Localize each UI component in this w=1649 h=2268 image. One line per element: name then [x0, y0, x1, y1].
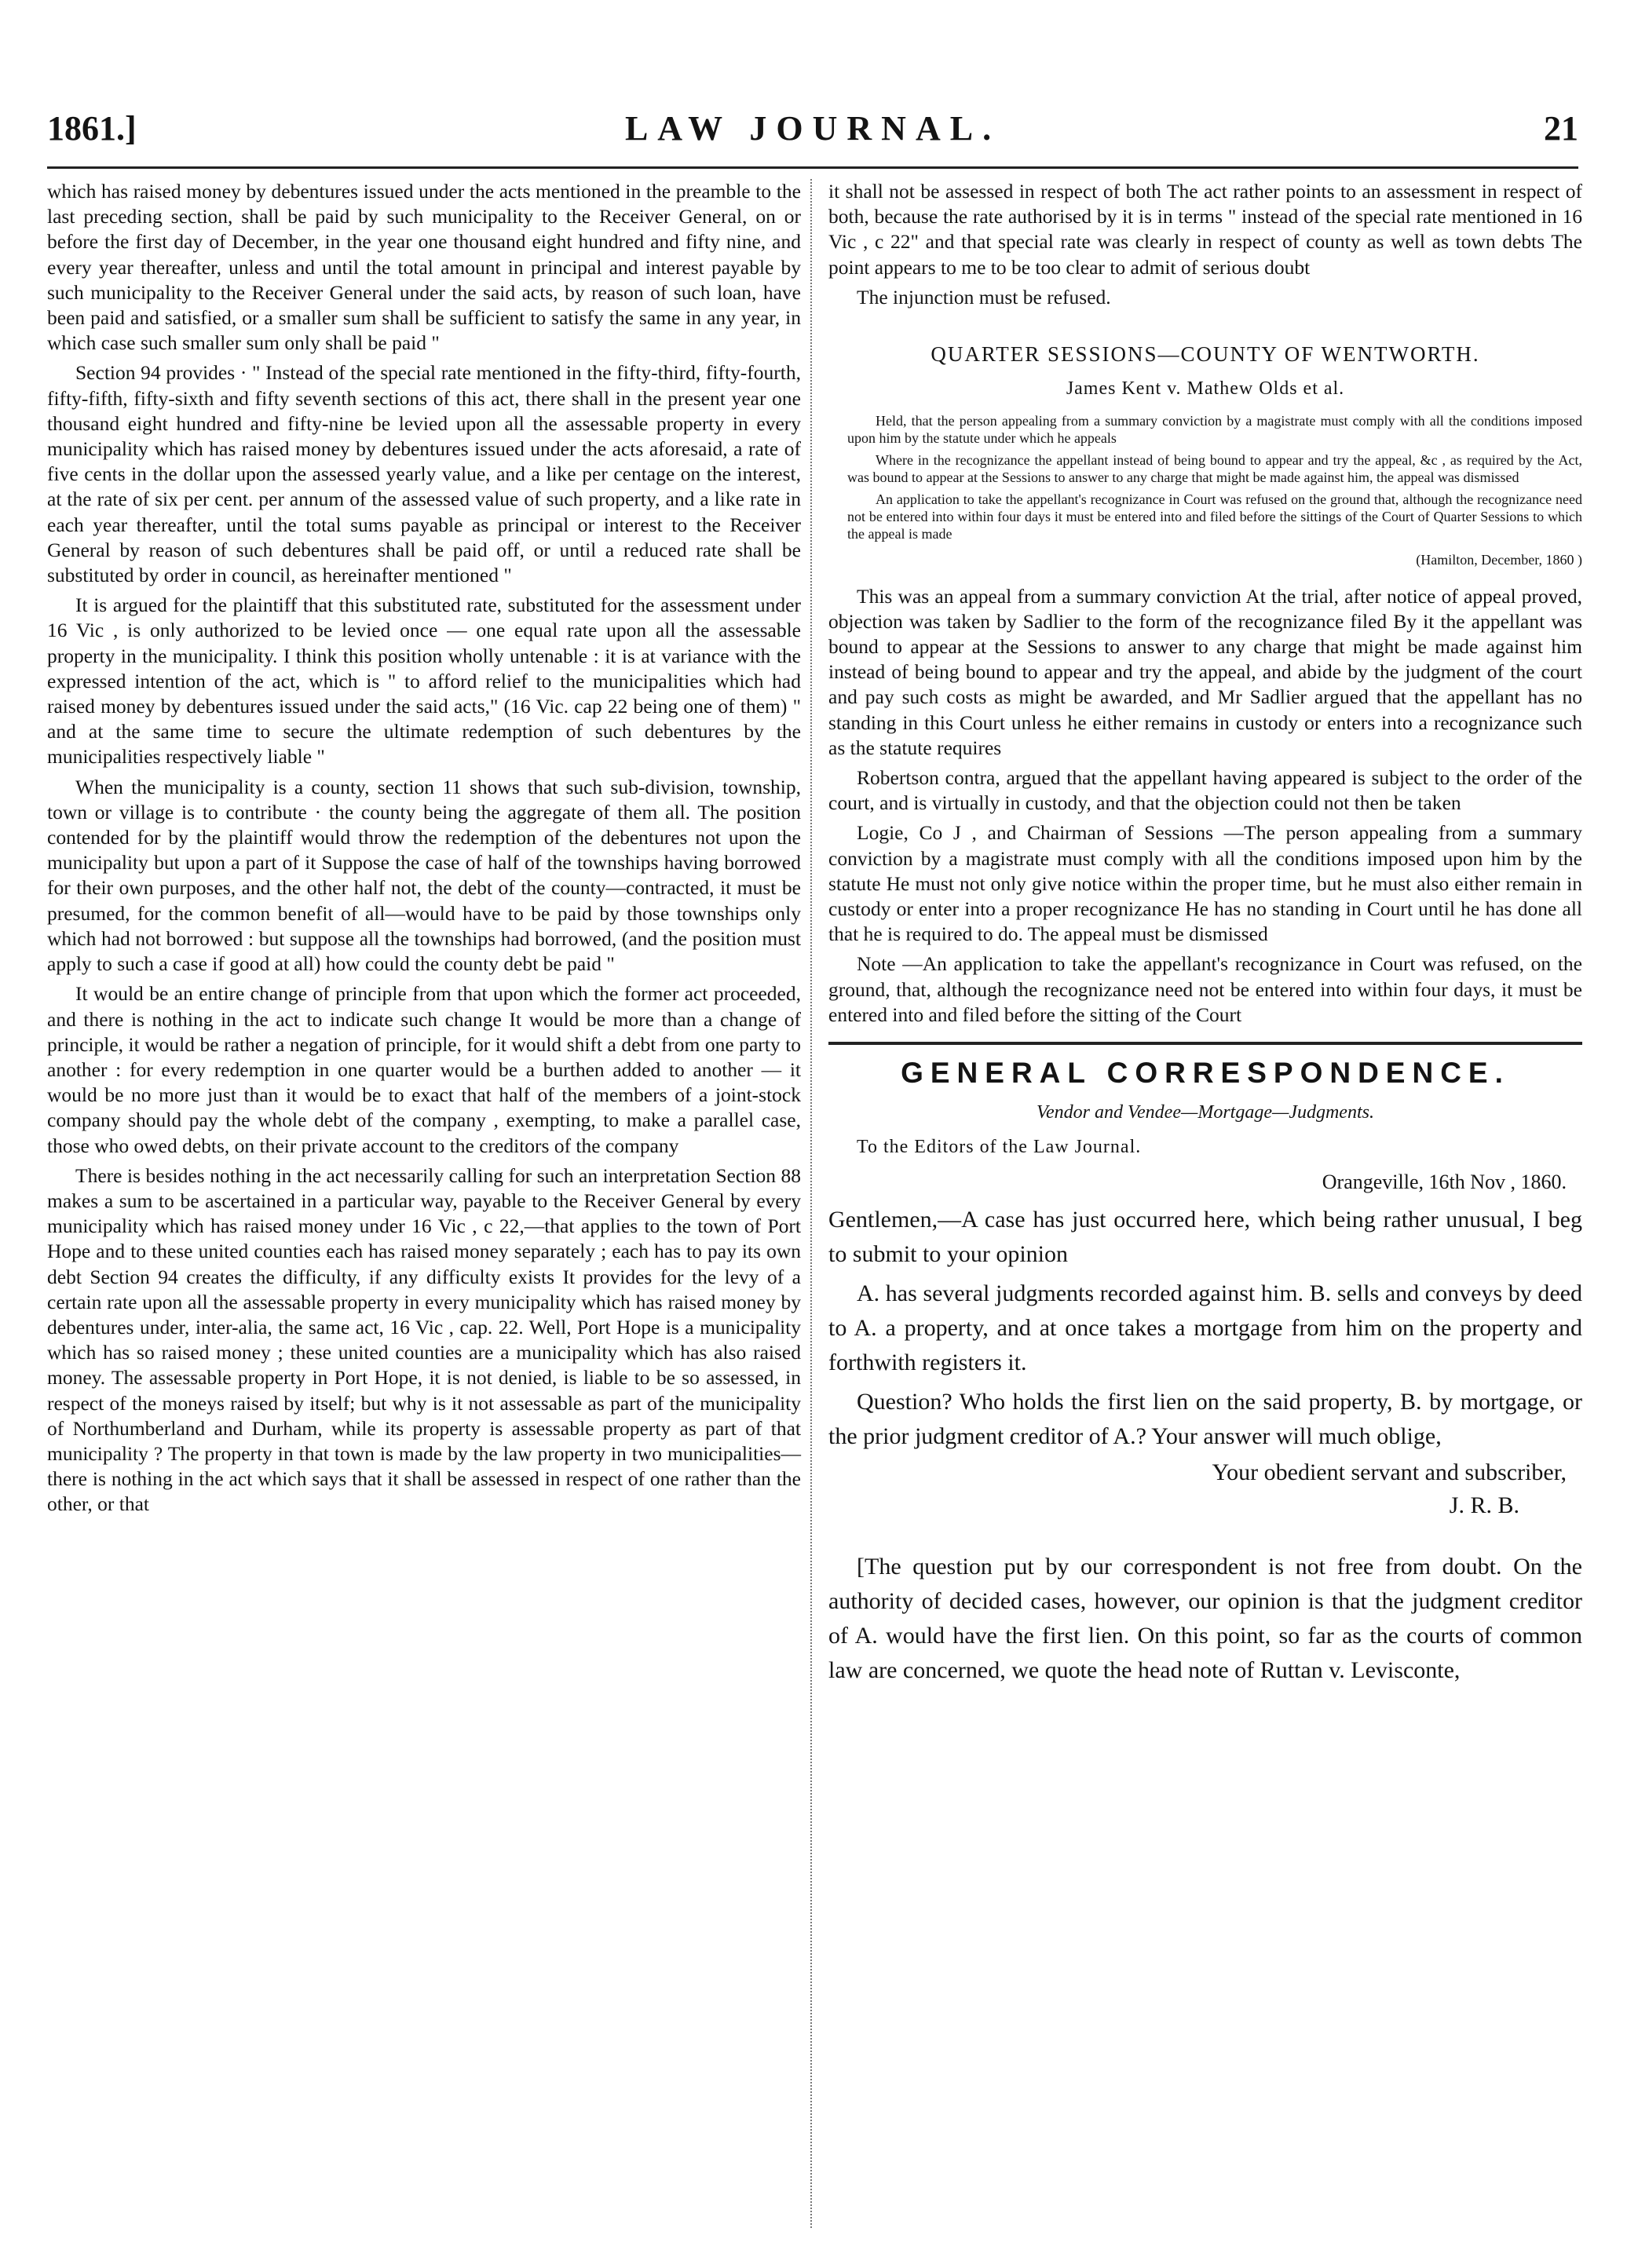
right-paragraph-5: Logie, Co J , and Chairman of Sessions —The person appealing from a summary conviction by a magistrate must comply with all the conditions imposed upon him by the statute He must not only give notice within the proper time, but he must also either remain in custody or enter into a proper recognizance He has no standing in Court until he has done all that he is required to do. The appeal must be dismissed — [828, 821, 1582, 946]
journal-title: LAW JOURNAL. — [624, 109, 1001, 148]
header-rule — [47, 166, 1578, 169]
editor-reply — [828, 1550, 1582, 1688]
left-paragraph-5: It would be an entire change of principle from that upon which the former act proceeded, and there is nothing in the act to indicate such change It would be more than a change of principle, it would be rather a negation of principle, for it would shift a debt from one party to another : for every redemption in one quarter would be a burthen added to another — it would be no more just than it would be to exact that half of the members of a joint-stock company should pay the whole debt of the company , exempting, to make a parallel case, those who owed debts, on their private account to the creditors of the company — [47, 982, 801, 1157]
left-paragraph-4: When the municipality is a county, section 11 shows that such sub-division, township, town or village is to contribute · the county being the aggregate of them all. The position contended for by the plaintiff would throw the redemption of the debentures not upon the municipality but upon a part of it Suppose the case of half of the townships having borrowed for their own purposes, and the other half not, the debt of the county—contracted, it must be presumed, for the common benefit of all—would have to be paid by those townships only which had not borrowed : but suppose all the townships had borrowed, (and the position must apply to such a case if good at all) how could the county debt be paid " — [47, 775, 801, 976]
case-title: James Kent v. Mathew Olds et al. — [1066, 378, 1345, 400]
right-paragraph-2: The injunction must be refused. — [857, 285, 1111, 309]
header-year: 1861.] — [47, 109, 137, 148]
letter-addressee: To the Editors of the Law Journal. — [857, 1137, 1142, 1158]
letter-body — [828, 1203, 1582, 1454]
headnote-3: An application to take the appellant's recognizance in Court was refused on the ground that, although the recognizance need not be entered into within four days it must be entered into and filed before the sittings of the Court of Quarter Sessions to which the appeal is made — [847, 491, 1582, 542]
left-column — [47, 179, 801, 1522]
column-divider — [810, 179, 814, 2228]
left-paragraph-6: There is besides nothing in the act necessarily calling for such an interpretation Section 88 makes a sum to be ascertained in a particular way, payable to the Receiver General by every municipality which has raised money under 16 Vic , c 22,—that applies to the town of Port Hope and to these united counties each has raised money separately ; each has to pay its own debt Section 94 creates the difficulty, if any difficulty exists It provides for the levy of a certain rate upon all the assessable property in every municipality which has raised money by debentures under, inter-alia, the same act, 16 Vic , cap. 22. Well, Port Hope is a municipality which has so raised money ; these united counties are a municipality which has also raised money. The assessable property in Port Hope, it is not denied, is liable to be so assessed, in respect of the moneys raised by itself; but why is it not assessable as part of the municipality of Northumberland and Durham, while its property is assessable property as part of that municipality ? The property in that town is made by the law property in two municipalities—there is nothing in the act which says that it shall be assessed in respect of one rather than the other, or that — [47, 1163, 801, 1516]
quarter-sessions-heading: QUARTER SESSIONS—COUNTY OF WENTWORTH. — [931, 342, 1480, 367]
letter-paragraph-3: Question? Who holds the first lien on the said property, B. by mortgage, or the prior judgment creditor of A.? Your answer will much oblige, — [828, 1388, 1582, 1449]
letter-initials: J. R. B. — [1449, 1492, 1519, 1519]
page-number: 21 — [1544, 109, 1578, 148]
left-paragraph-2: Section 94 provides · " Instead of the special rate mentioned in the fifty-third, fifty-fourth, fifty-fifth, fifty-sixth and fifty seventh sections of this act, there shall in the present year one thousand eight hundred and fifty-nine be levied upon all the assessable property in every municipality which has raised money by debentures issued under the acts aforesaid, a rate of five cents in the dollar upon the assessed yearly value, and a like per centage on the interest, at the rate of six per cent. per annum of the assessed value of such property, and a like rate in each year thereafter, until the total sums payable as principal or interest to the Receiver General by reason of such debentures shall be paid off, or until a reduced rate shall be substituted by order in council, as hereinafter mentioned " — [47, 361, 801, 587]
page-header — [47, 108, 1578, 155]
headnote-1: Held, that the person appealing from a summary conviction by a magistrate must comply with all the conditions imposed upon him by the statute under which he appeals — [847, 413, 1582, 447]
letter-paragraph-2: A. has several judgments recorded against him. B. sells and conveys by deed to A. a property, and at once takes a mortgage from him on the property and forthwith registers it. — [828, 1280, 1582, 1375]
right-paragraph-4: Robertson contra, argued that the appellant having appeared is subject to the order of the court, and is virtually in custody, and that the objection could not then be taken — [828, 766, 1582, 815]
section-divider — [828, 1042, 1582, 1045]
editor-reply-paragraph: [The question put by our correspondent is not free from doubt. On the authority of decided cases, however, our opinion is that the judgment creditor of A. would have the first lien. On this point, so far as the courts of common law are concerned, we quote the head note of Ruttan v. Levisconte, — [828, 1554, 1582, 1684]
right-column — [828, 179, 1582, 1693]
headnote-date: (Hamilton, December, 1860 ) — [1416, 552, 1582, 568]
letter-paragraph-1: Gentlemen,—A case has just occurred here, which being rather unusual, I beg to submit to your opinion — [828, 1206, 1582, 1267]
letter-signoff: Your obedient servant and subscriber, — [1212, 1459, 1567, 1485]
left-paragraph-1: which has raised money by debentures issued under the acts mentioned in the preamble to the last preceding section, shall be paid by such municipality to the Receiver General, on or before the first day of December, in the year one thousand eight hundred and fifty nine, and every year thereafter, unless and until the total amount in principal and interest payable by such municipality to the Receiver General under the said acts, by reason of such loan, have been paid and satisfied, or a smaller sum shall be sufficient to satisfy the same in any year, in which case such smaller sum only shall be paid " — [47, 180, 801, 355]
right-paragraph-1: it shall not be assessed in respect of both The act rather points to an assessment in respect of both, because the rate authorised by it is in terms " instead of the special rate mentioned in 16 Vic , c 22" and that special rate was clearly in respect of county as well as town debts The point appears to me to be too clear to admit of serious doubt — [828, 180, 1582, 279]
right-paragraph-6: Note —An application to take the appellant's recognizance in Court was refused, on the ground, that, although the recognizance need not be entered into within four days, it must be entered into and filed before the sitting of the Court — [828, 952, 1582, 1026]
letter-dateline: Orangeville, 16th Nov , 1860. — [1322, 1170, 1567, 1193]
headnote-2: Where in the recognizance the appellant instead of being bound to appear and try the appeal, &c , as required by the Act, was bound to appear at the Sessions to answer to any charge that might be made against him, the appeal was dismissed — [847, 452, 1582, 486]
general-correspondence-heading: GENERAL CORRESPONDENCE. — [901, 1057, 1510, 1090]
right-paragraph-3: This was an appeal from a summary conviction At the trial, after notice of appeal proved, objection was taken by Sadlier to the form of the recognizance filed By it the appellant was bound to appear at the Sessions to answer to any charge that might be made against him instead of being bound to appear and try the appeal, and abide by the judgment of the court and pay such costs as might be awarded, and Mr Sadlier argued that the appellant has no standing in this Court unless he either remains in custody or enters into a recognizance such as the statute requires — [828, 584, 1582, 759]
correspondence-subhead: Vendor and Vendee—Mortgage—Judgments. — [1037, 1102, 1374, 1123]
left-paragraph-3: It is argued for the plaintiff that this substituted rate, substituted for the assessment under 16 Vic , is only authorized to be levied once — one equal rate upon all the assessable property in the municipality. I think this position wholly untenable : it is at variance with the expressed intention of the act, which is " to afford relief to the municipalities which had raised money by debentures issued under the said acts," (16 Vic. cap 22 being one of them) " and at the same time to secure the ultimate redemption of such debentures by the municipalities respectively liable " — [47, 593, 801, 769]
